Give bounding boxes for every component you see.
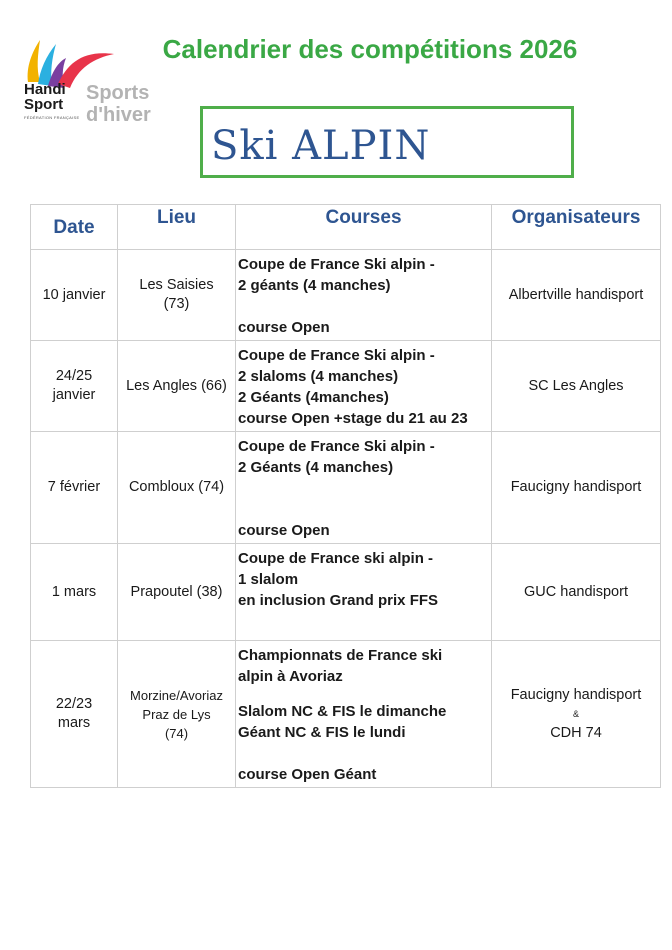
cell-line: Coupe de France ski alpin - — [238, 550, 434, 567]
calendar-table — [30, 204, 661, 788]
cell-line: Les Saisies — [139, 277, 214, 293]
cell-line: 10 janvier — [42, 286, 106, 303]
table-row — [31, 544, 661, 641]
organisateur-cell — [492, 341, 661, 432]
table-header-row — [31, 205, 661, 250]
lieu-cell — [118, 432, 236, 544]
cell-line: Championnats de France ski — [238, 647, 443, 664]
header-courses: Courses — [236, 205, 492, 250]
header-organisateurs: Organisateurs — [492, 205, 661, 250]
cell-line: alpin à Avoriaz — [238, 668, 343, 685]
cell-line: GUC handisport — [524, 583, 628, 600]
cell-line: 1 slalom — [238, 571, 299, 588]
cell-line: Faucigny handisport — [510, 479, 642, 495]
cell-line: Combloux (74) — [128, 479, 225, 495]
lieu-cell — [118, 641, 236, 788]
cell-line: course Open — [238, 522, 330, 539]
logo-federation: FÉDÉRATION FRANÇAISE — [24, 115, 80, 120]
cell-line: Faucigny handisport — [510, 686, 642, 703]
cell-line: Albertville handisport — [508, 286, 644, 303]
cell-line: en inclusion Grand prix FFS — [238, 592, 439, 609]
cell-line: Géant NC & FIS le lundi — [238, 724, 406, 741]
cell-line: janvier — [52, 387, 96, 403]
page-title: Calendrier des compétitions 2026 — [162, 34, 578, 64]
cell-line: 24/25 — [55, 368, 93, 384]
discipline-title: Ski ALPIN — [211, 123, 431, 169]
cell-line: course Open +stage du 21 au 23 — [238, 410, 468, 427]
cell-line: 2 Géants (4 manches) — [238, 459, 394, 476]
organisateur-cell — [492, 641, 661, 788]
cell-line: 1 mars — [51, 583, 97, 600]
cell-line — [238, 296, 489, 317]
cell-line: SC Les Angles — [528, 377, 624, 394]
lieu-cell — [118, 544, 236, 641]
cell-line: 2 slaloms (4 manches) — [238, 368, 399, 385]
table-row — [31, 641, 661, 788]
logo-wordmark: Handi Sport — [24, 81, 66, 113]
courses-cell — [236, 341, 492, 432]
table-row — [31, 341, 661, 432]
cell-line: Praz de Lys — [142, 706, 211, 722]
cell-line — [238, 499, 489, 520]
cell-line: Coupe de France Ski alpin - — [238, 438, 435, 455]
cell-line: Coupe de France Ski alpin - — [238, 256, 435, 273]
courses-cell — [236, 641, 492, 788]
courses-cell — [236, 250, 492, 341]
cell-line: mars — [57, 715, 91, 731]
cell-line: course Open Géant — [238, 766, 377, 783]
date-cell — [31, 341, 118, 432]
lieu-cell — [118, 341, 236, 432]
courses-cell — [236, 544, 492, 641]
cell-line: 2 géants (4 manches) — [238, 277, 391, 294]
date-cell — [31, 544, 118, 641]
cell-line: course Open — [238, 319, 330, 336]
organisateur-cell — [492, 250, 661, 341]
cell-line: 7 février — [47, 479, 101, 495]
cell-line: 22/23 — [55, 696, 93, 712]
cell-line: (74) — [164, 725, 189, 741]
cell-line: & — [572, 708, 579, 719]
organisateur-cell — [492, 544, 661, 641]
cell-line: 2 Géants (4manches) — [238, 389, 389, 406]
cell-line: Coupe de France Ski alpin - — [238, 347, 435, 364]
logo-sports-hiver: Sports d'hiver — [86, 82, 151, 126]
table-row — [31, 250, 661, 341]
organisateur-cell — [492, 432, 661, 544]
header-lieu: Lieu — [118, 205, 236, 250]
table-row — [31, 432, 661, 544]
cell-line: (73) — [163, 296, 190, 312]
cell-line: Morzine/Avoriaz — [130, 687, 223, 703]
cell-line — [238, 743, 489, 764]
cell-line — [238, 478, 489, 499]
discipline-box — [200, 106, 574, 178]
courses-cell — [236, 432, 492, 544]
cell-line: Les Angles (66) — [126, 377, 227, 394]
header-date: Date — [31, 205, 118, 250]
cell-line: CDH 74 — [550, 724, 602, 741]
cell-line: Prapoutel (38) — [130, 583, 223, 600]
cell-line: Slalom NC & FIS le dimanche — [238, 703, 447, 720]
date-cell — [31, 432, 118, 544]
lieu-cell — [118, 250, 236, 341]
date-cell — [31, 250, 118, 341]
date-cell — [31, 641, 118, 788]
